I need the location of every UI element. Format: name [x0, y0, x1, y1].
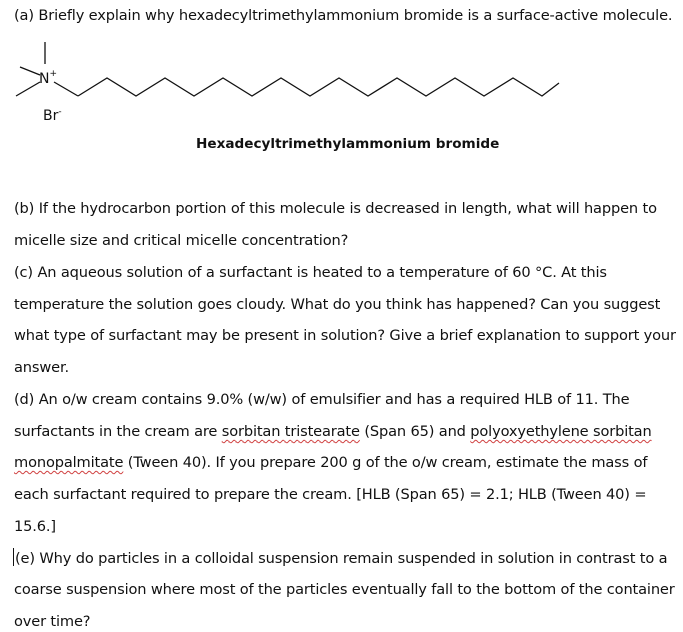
- spellcheck-term-sorbitan-tristearate[interactable]: sorbitan tristearate: [221, 423, 360, 440]
- text-cursor: [13, 548, 14, 566]
- hydrocarbon-chain: [78, 78, 559, 96]
- question-c-line-4: answer.: [14, 359, 69, 376]
- question-c-line-1: (c) An aqueous solution of a surfactant is heated to a temperature of 60 °C. At this: [14, 264, 607, 281]
- question-e-line-3: over time?: [14, 613, 91, 630]
- spellcheck-term-monopalmitate[interactable]: monopalmitate: [14, 454, 124, 471]
- question-d-line-3: monopalmitate (Tween 40). If you prepare 200 g of the o/w cream, estimate the mass of: [14, 454, 648, 471]
- question-e-line-1: (e) Why do particles in a colloidal suspension remain suspended in solution in contrast to a: [15, 550, 668, 567]
- molecule-structure: [0, 28, 600, 128]
- question-b-line-1: (b) If the hydrocarbon portion of this molecule is decreased in length, what will happen to: [14, 200, 657, 217]
- methyl-bond-bottom: [16, 82, 40, 96]
- question-c-line-3: what type of surfactant may be present in solution? Give a brief explanation to support your: [14, 327, 676, 344]
- question-c-line-2: temperature the solution goes cloudy. What do you think has happened? Can you suggest: [14, 296, 661, 313]
- question-d-line-4: each surfactant required to prepare the cream. [HLB (Span 65) = 2.1; HLB (Tween 40) =: [14, 486, 647, 503]
- question-d-line-2: surfactants in the cream are sorbitan tristearate (Span 65) and polyoxyethylene sorbitan: [14, 423, 652, 440]
- nitrogen-atom: N+: [39, 69, 58, 87]
- question-b-line-2: micelle size and critical micelle concentration?: [14, 232, 349, 249]
- methyl-bond-left: [20, 67, 40, 75]
- molecule-caption: Hexadecyltrimethylammonium bromide: [196, 136, 500, 152]
- question-d-line-5: 15.6.]: [14, 518, 56, 535]
- question-d-line-1: (d) An o/w cream contains 9.0% (w/w) of emulsifier and has a required HLB of 11. The: [14, 391, 630, 408]
- spellcheck-term-polyoxyethylene-sorbitan[interactable]: polyoxyethylene sorbitan: [470, 423, 652, 440]
- question-a: (a) Briefly explain why hexadecyltrimethylammonium bromide is a surface-active molecule.: [14, 7, 673, 24]
- bromide-ion: Br-: [43, 107, 62, 124]
- chain-bond-first: [54, 82, 78, 96]
- question-e-line-2: coarse suspension where most of the particles eventually fall to the bottom of the container: [14, 581, 675, 598]
